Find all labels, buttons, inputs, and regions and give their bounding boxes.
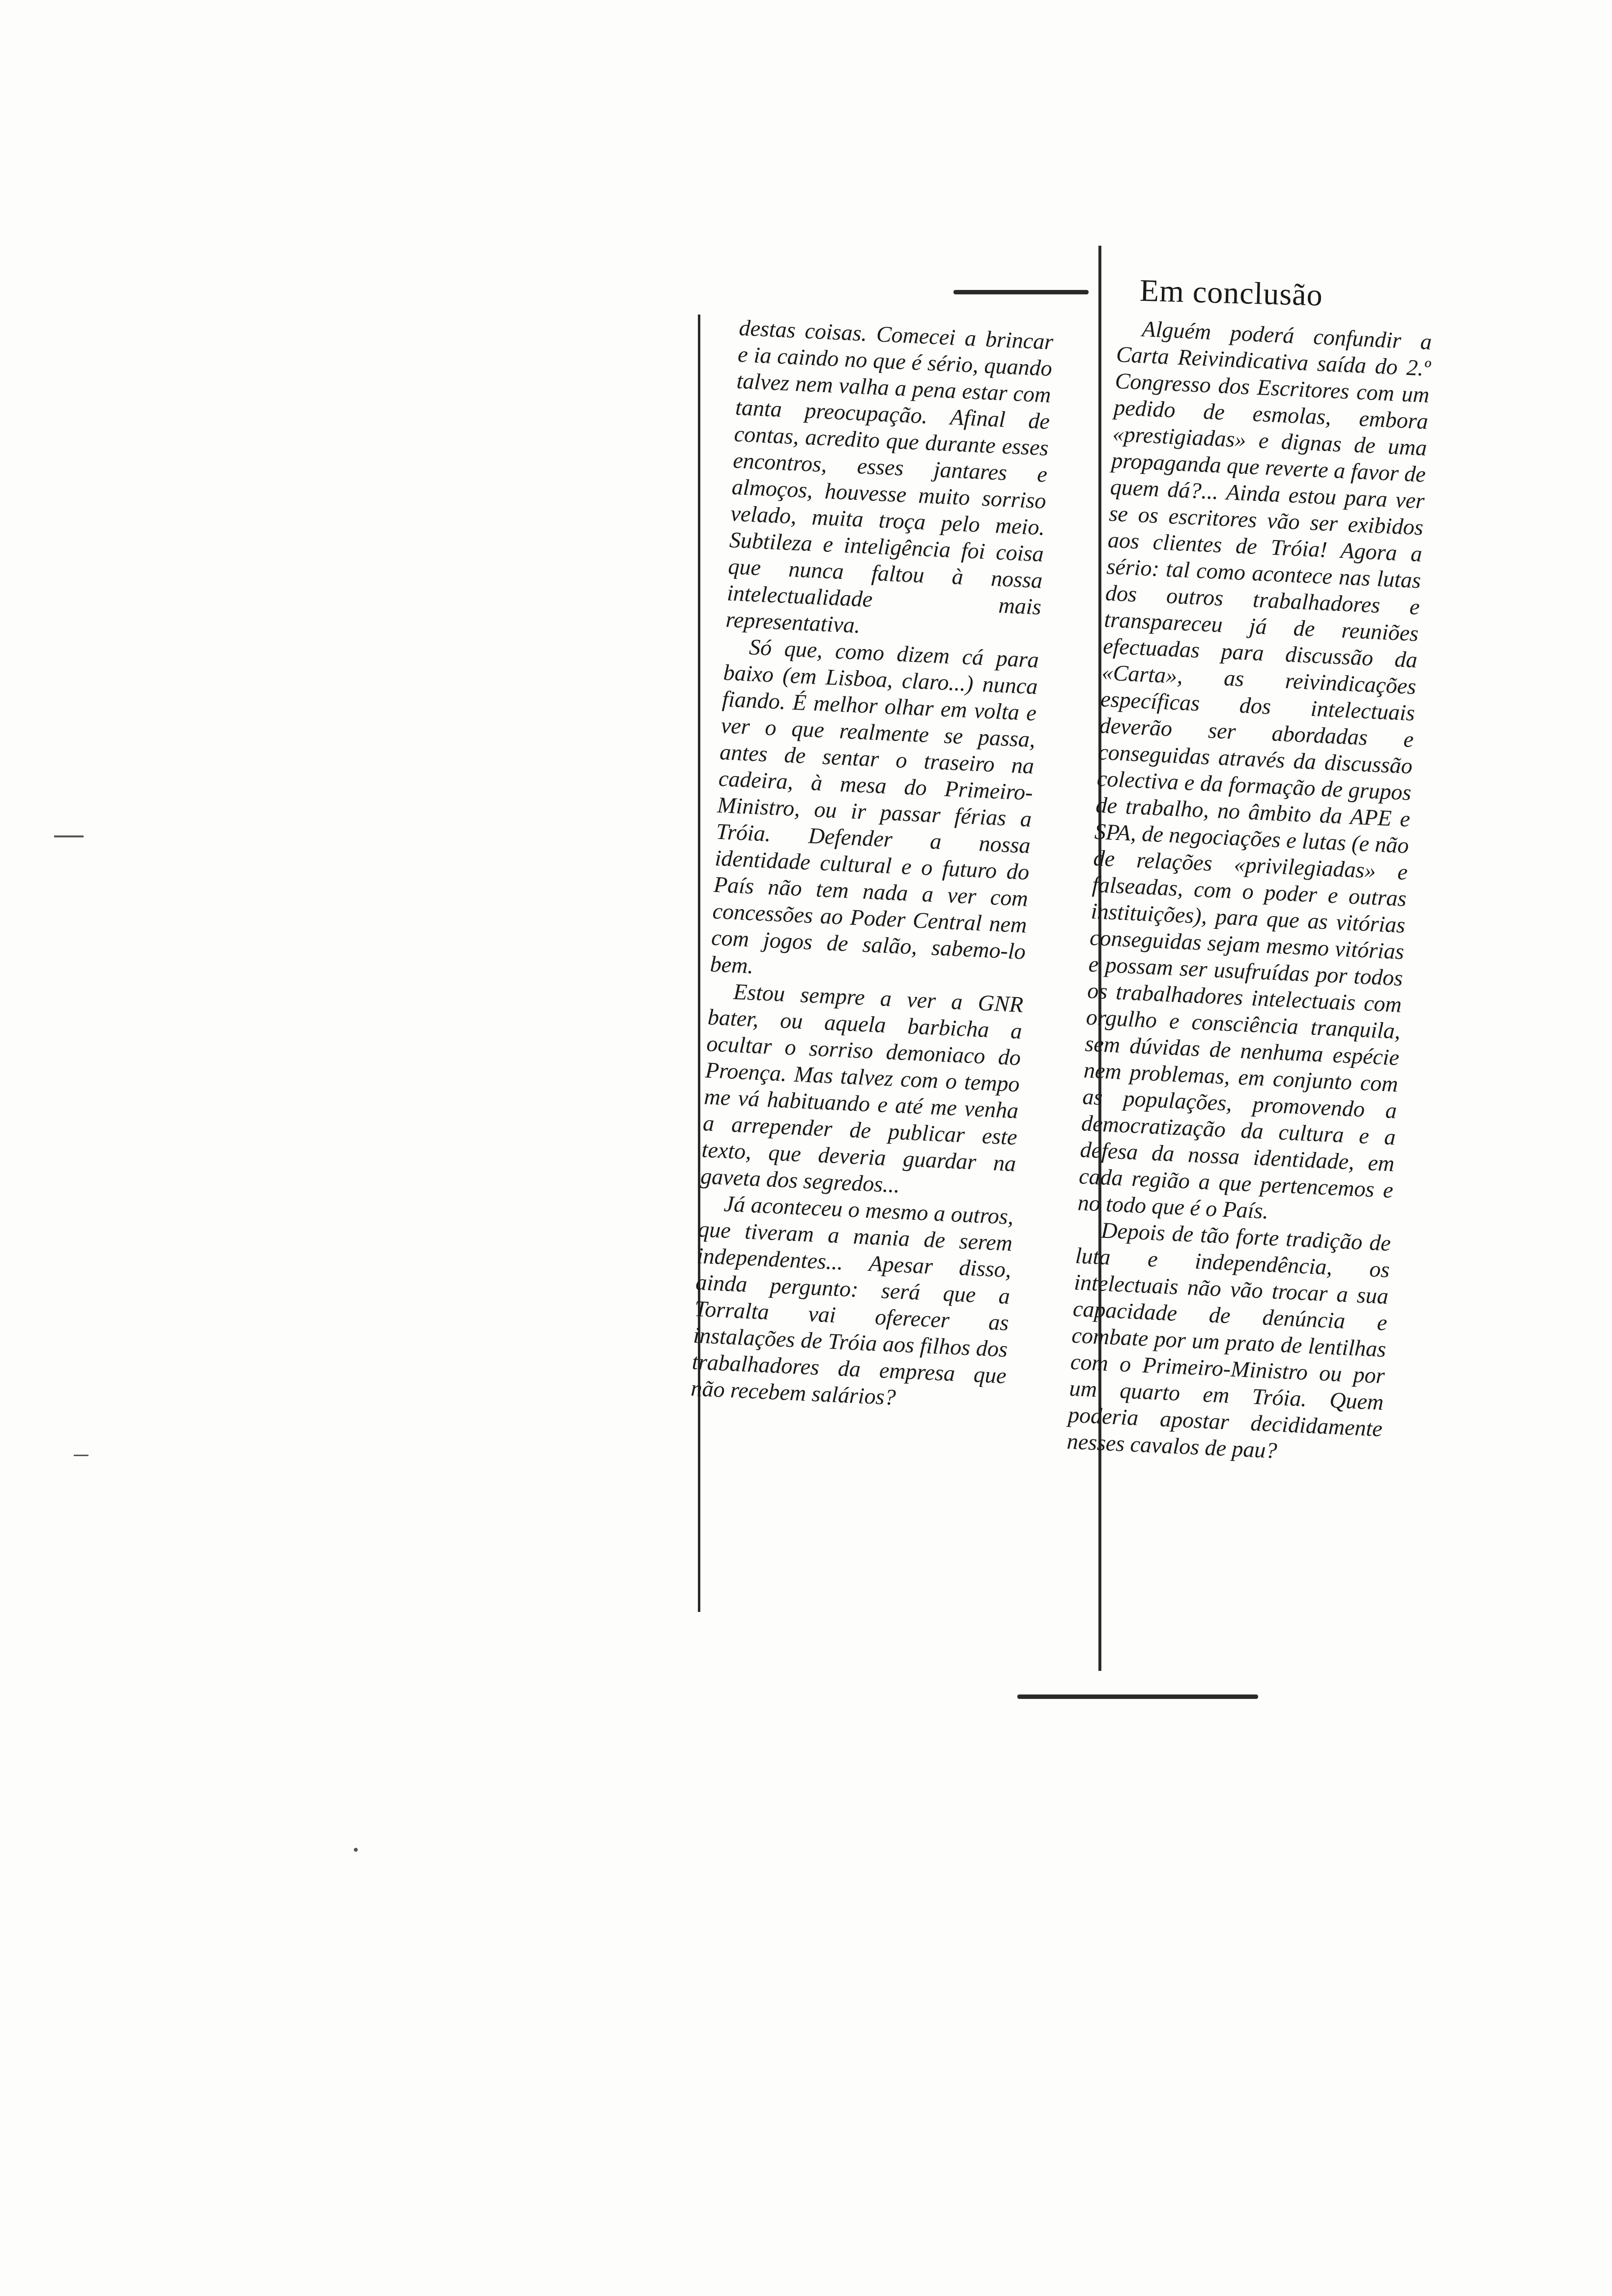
section-heading: Em conclusão	[1139, 273, 1324, 313]
top-rule	[953, 290, 1089, 294]
left-column	[681, 315, 1054, 1625]
paragraph: Estou sempre a ver a GNR bater, ou aquela barbicha a ocultar o sorriso demoniaco do Proença. Mas talvez com o tempo me vá habituando e até me venha a arrepender de publicar este texto, que deveria guardar na gaveta dos segredos...	[700, 978, 1024, 1198]
bottom-rule	[1017, 1694, 1258, 1699]
right-column	[1057, 315, 1433, 1684]
scan-speck	[54, 835, 84, 837]
scan-speck	[354, 1848, 358, 1852]
scan-speck	[74, 1455, 88, 1456]
paragraph: Alguém poderá confundir a Carta Reivindicativa saída do 2.º Congresso dos Escritores com um pedido de esmolas, embora «prestigiadas» e dignas de uma propaganda que reverte a favor de quem dá?... Ainda estou para ver se os escritores vão ser exibidos aos clientes de Tróia! Agora a sério: tal como acontece nas lutas dos outros trabalhadores e transpareceu já de reuniões efectuadas para discussão da «Carta», as reivindicações específicas dos intelectuais deverão ser abordadas e conseguidas através da discussão colectiva e da formação de grupos de trabalho, no âmbito da APE e SPA, de negociações e lutas (e não de relações «privilegiadas» e falseadas, com o poder e outras instituições), para que as vitórias conseguidas sejam mesmo vitórias e possam ser usufruídas por todos os trabalhadores intelectuais com orgulho e consciência tranquila, sem dúvidas de nenhuma espécie nem problemas, em conjunto com as populações, promovendo a democratização da cultura e a defesa da nossa identidade, em cada região a que pertencemos e no todo que é o País.	[1077, 316, 1433, 1224]
paragraph: Só que, como dizem cá para baixo (em Lisboa, claro...) nunca fiando. É melhor olhar em volta e ver o que realmente se passa, antes de sentar o traseiro na cadeira, à mesa do Primeiro-Ministro, ou ir passar férias a Tróia. Defender a nossa identidade cultural e o futuro do País não tem nada a ver com concessões ao Poder Central nem com jogos de salão, sabemo-lo bem.	[709, 634, 1039, 978]
paragraph: Depois de tão forte tradição de luta e independência, os intelectuais não vão trocar a sua capacidade de denúncia e combate por um prato de lentilhas com o Primeiro-Ministro ou por um quarto em Tróia. Quem poderia apostar decididamente nesses cavalos de pau?	[1066, 1217, 1392, 1464]
paragraph: destas coisas. Comecei a brincar e ia caindo no que é sério, quando talvez nem valha a pena estar com tanta preocupação. Afinal de contas, acredito que durante esses encontros, esses jantares e almoços, houvesse muito sorriso velado, muita troça pelo meio. Subtileza e inteligência foi coisa que nunca faltou à nossa intelectualidade mais representativa.	[725, 315, 1054, 638]
paragraph: Já aconteceu o mesmo a outros, que tiveram a mania de serem independentes... Apesar disso, ainda pergunto: será que a Torralta vai oferecer as instalações de Tróia aos filhos dos trabalhadores da empresa que não recebem salários?	[690, 1191, 1014, 1410]
